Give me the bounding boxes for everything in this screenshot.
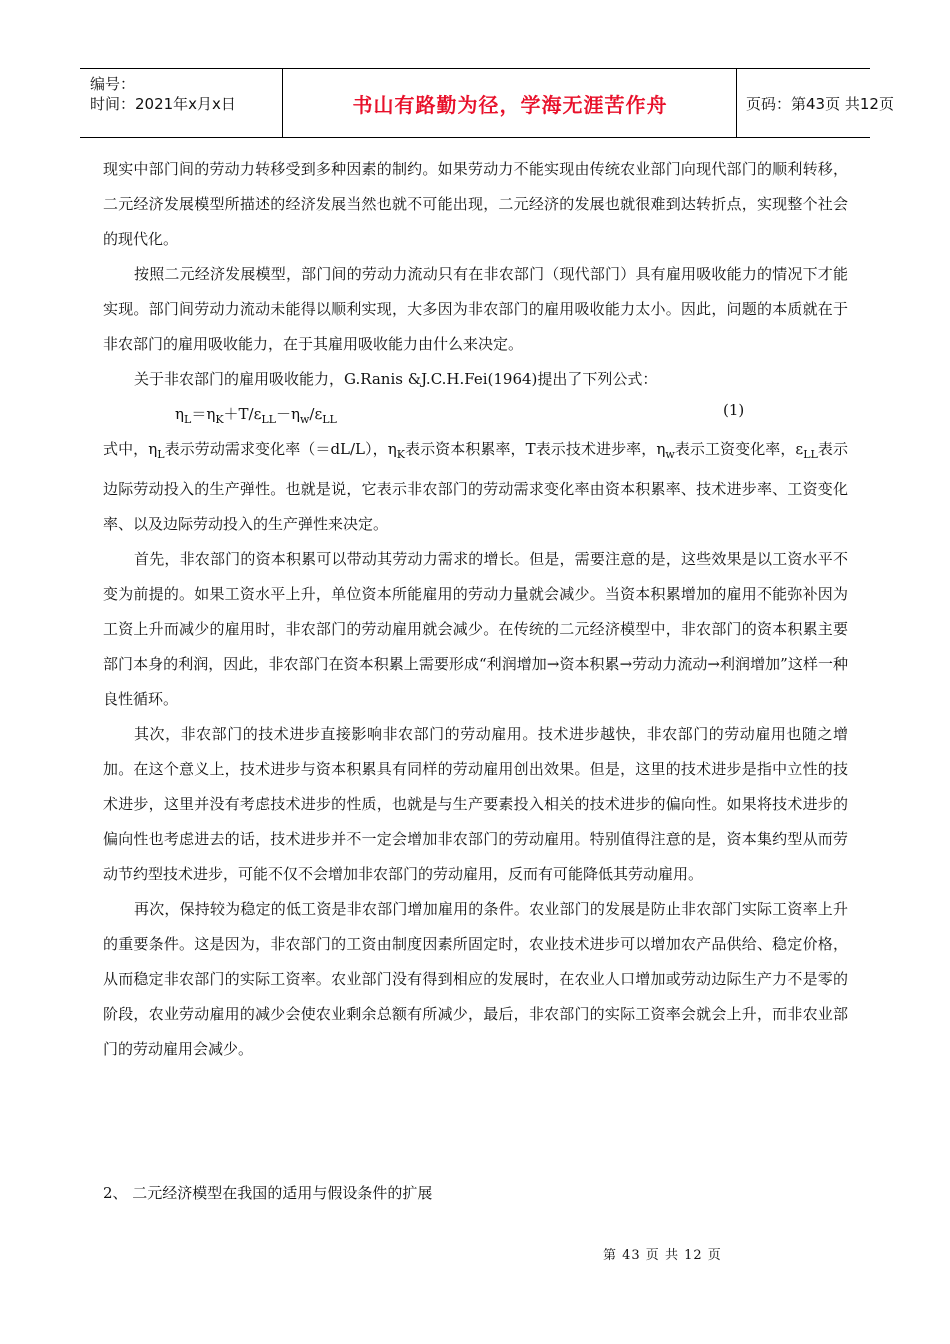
page-footer: 第 43 页 共 12 页	[603, 1248, 722, 1263]
header-meta-cell	[80, 69, 283, 137]
section-heading: 2、 二元经济模型在我国的适用与假设条件的扩展	[103, 1184, 433, 1202]
motto: 书山有路勤为径，学海无涯苦作舟	[352, 92, 668, 117]
time-label: 时间：2021年x月x日	[90, 95, 236, 113]
formula-number: (1)	[723, 401, 745, 419]
document-body	[103, 152, 848, 1067]
formula-expression: $\eta_L=\eta_K+T/\varepsilon_{LL}-\eta_w/\varepsilon_{LL}$	[175, 405, 337, 426]
paragraph-4: 式中，$\eta_L$表示劳动需求变化率（＝dL/L），$\eta_K$表示资本积累率，T表示技术进步率，$\eta_w$表示工资变化率，$\varepsilon_{LL}$表示边际劳动投入的生产弹性。也就是说，它表示非农部门的劳动需求变化率由资本积累率、技术进步率、工资变化率、以及边际劳动投入的生产弹性来决定。	[103, 440, 848, 533]
number-label: 编号：	[90, 75, 136, 93]
paragraph-5: 首先，非农部门的资本积累可以带动其劳动力需求的增长。但是，需要注意的是，这些效果是以工资水平不变为前提的。如果工资水平上升，单位资本所能雇用的劳动力量就会减少。当资本积累增加的雇用不能弥补因为工资上升而减少的雇用时，非农部门的劳动雇用就会减少。在传统的二元经济模型中，非农部门的资本积累主要部门本身的利润，因此，非农部门在资本积累上需要形成“利润增加→资本积累→劳动力流动→利润增加”这样一种良性循环。	[103, 550, 848, 708]
paragraph-1: 现实中部门间的劳动力转移受到多种因素的制约。如果劳动力不能实现由传统农业部门向现代部门的顺利转移，二元经济发展模型所描述的经济发展当然也就不可能出现，二元经济的发展也就很难到达转折点，实现整个社会的现代化。	[103, 160, 848, 248]
header-table	[80, 68, 894, 138]
paragraph-6: 其次，非农部门的技术进步直接影响非农部门的劳动雇用。技术进步越快，非农部门的劳动雇用也随之增加。在这个意义上，技术进步与资本积累具有同样的劳动雇用创出效果。但是，这里的技术进步是指中立性的技术进步，这里并没有考虑技术进步的性质，也就是与生产要素投入相关的技术进步的偏向性。如果将技术进步的偏向性也考虑进去的话，技术进步并不一定会增加非农部门的劳动雇用。特别值得注意的是，资本集约型从而劳动节约型技术进步，可能不仅不会增加非农部门的劳动雇用，反而有可能降低其劳动雇用。	[103, 725, 848, 883]
formula-line	[103, 397, 848, 432]
paragraph-3: 关于非农部门的雇用吸收能力，G.Ranis &J.C.H.Fei(1964)提出了下列公式：	[134, 370, 658, 388]
paragraph-2: 按照二元经济发展模型，部门间的劳动力流动只有在非农部门（现代部门）具有雇用吸收能力的情况下才能实现。部门间劳动力流动未能得以顺利实现，大多因为非农部门的雇用吸收能力太小。因此，问题的本质就在于非农部门的雇用吸收能力，在于其雇用吸收能力由什么来决定。	[103, 265, 848, 353]
header-motto-cell	[284, 69, 737, 137]
page-code: 页码：第43页 共12页	[746, 94, 894, 113]
paragraph-7: 再次，保持较为稳定的低工资是非农部门增加雇用的条件。农业部门的发展是防止非农部门实际工资率上升的重要条件。这是因为，非农部门的工资由制度因素所固定时，农业技术进步可以增加农产品供给、稳定价格，从而稳定非农部门的实际工资率。农业部门没有得到相应的发展时，在农业人口增加或劳动边际生产力不是零的阶段，农业劳动雇用的减少会使农业剩余总额有所减少，最后，非农部门的实际工资率会就会上升，而非农业部门的劳动雇用会减少。	[103, 900, 848, 1058]
